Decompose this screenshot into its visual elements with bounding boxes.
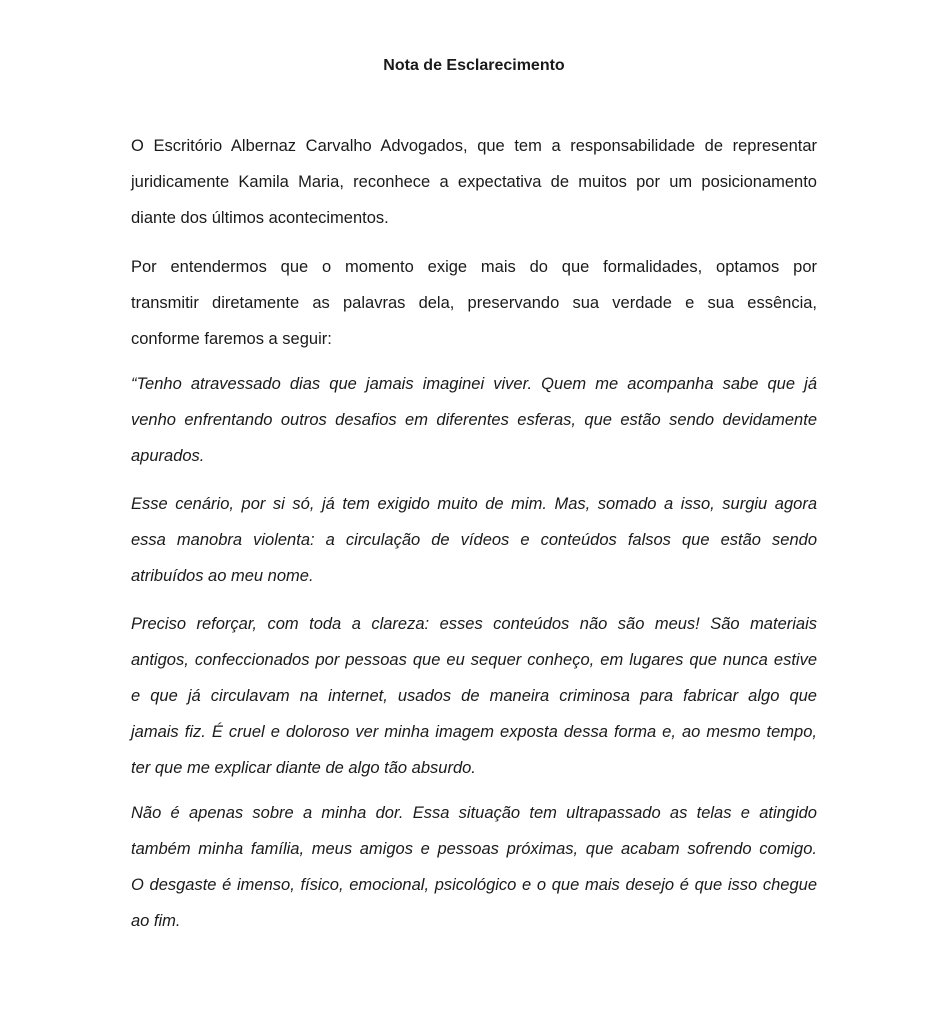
paragraph-quote-2 (131, 486, 817, 594)
text-line: Esse cenário, por si só, já tem exigido muito de mim. Mas, somado a isso, surgiu agora (131, 495, 817, 513)
text-line: juridicamente Kamila Maria, reconhece a expectativa de muitos por um posicionamento (131, 173, 817, 191)
text-line: antigos, confeccionados por pessoas que eu sequer conheço, em lugares que nunca estive (131, 651, 817, 669)
text-line: essa manobra violenta: a circulação de vídeos e conteúdos falsos que estão sendo (131, 531, 817, 549)
paragraph-quote-1 (131, 366, 817, 474)
paragraph-context (131, 249, 817, 357)
text-line: apurados. (131, 447, 205, 465)
text-line: diante dos últimos acontecimentos. (131, 209, 389, 227)
text-line: Preciso reforçar, com toda a clareza: esses conteúdos não são meus! São materiais (131, 615, 817, 633)
text-line: transmitir diretamente as palavras dela, preservando sua verdade e sua essência, (131, 294, 817, 312)
text-line: também minha família, meus amigos e pessoas próximas, que acabam sofrendo comigo. (131, 840, 817, 858)
paragraph-quote-4 (131, 795, 817, 939)
text-line: jamais fiz. É cruel e doloroso ver minha imagem exposta dessa forma e, ao mesmo tempo, (131, 723, 817, 741)
paragraph-intro (131, 128, 817, 236)
document-title: Nota de Esclarecimento (383, 57, 565, 74)
text-line: ao fim. (131, 912, 181, 930)
text-line: venho enfrentando outros desafios em diferentes esferas, que estão sendo devidamente (131, 411, 817, 429)
text-line: ter que me explicar diante de algo tão absurdo. (131, 759, 476, 777)
text-line: O Escritório Albernaz Carvalho Advogados, que tem a responsabilidade de representar (131, 137, 817, 155)
paragraph-quote-3 (131, 606, 817, 786)
text-line: O desgaste é imenso, físico, emocional, psicológico e o que mais desejo é que isso chegue (131, 876, 817, 894)
text-line: Não é apenas sobre a minha dor. Essa situação tem ultrapassado as telas e atingido (131, 804, 817, 822)
text-line: “Tenho atravessado dias que jamais imaginei viver. Quem me acompanha sabe que já (131, 375, 817, 393)
text-line: atribuídos ao meu nome. (131, 567, 314, 585)
text-line: e que já circulavam na internet, usados de maneira criminosa para fabricar algo que (131, 687, 817, 705)
text-line: conforme faremos a seguir: (131, 330, 332, 348)
text-line: Por entendermos que o momento exige mais do que formalidades, optamos por (131, 258, 817, 276)
